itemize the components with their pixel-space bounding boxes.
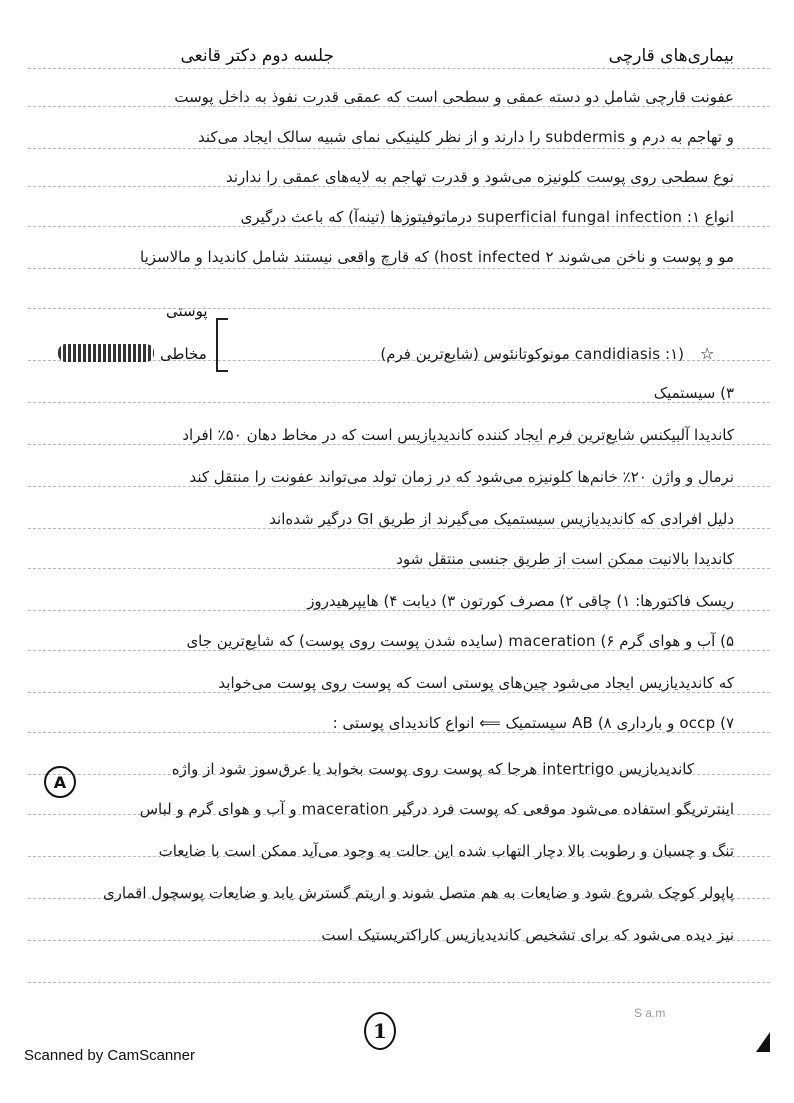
star-mark: ☆ (700, 344, 715, 363)
ruled-line (28, 186, 770, 187)
ruled-line (28, 486, 770, 487)
text-line-10: نرمال و واژن ۲۰٪ خانم‌ها کلونیزه می‌شود که در زمان تولد می‌تواند عفونت را منتقل کند (189, 468, 734, 486)
text-line-4: انواع ۱: superficial fungal infection درماتوفیتوزها (تینه‌آ) که باعث درگیری (240, 208, 734, 226)
ruled-line (28, 68, 770, 69)
text-line-19: تنگ و چسبان و رطوبت بالا دچار التهاب شده این حالت به وجود می‌آید ممکن است با ضایعات (158, 842, 734, 860)
page-number: 1 (364, 1012, 396, 1050)
text-line-18: اینترتریگو استفاده می‌شود موقعی که پوست فرد درگیر maceration و آب و هوای گرم و لباس (139, 800, 734, 818)
ruled-line (28, 444, 770, 445)
text-line-12: کاندیدا بالانیت ممکن است از طریق جنسی منتقل شود (396, 550, 734, 568)
ruled-line (28, 106, 770, 107)
text-line-11: دلیل افرادی که کاندیدیازیس سیستمیک می‌گیرند از طریق GI درگیر شده‌اند (269, 510, 734, 528)
ruled-line (28, 568, 770, 569)
ruled-line (28, 148, 770, 149)
ruled-line (28, 402, 770, 403)
corner-mark (756, 1032, 770, 1052)
text-line-1: عفونت قارچی شامل دو دسته عمقی و سطحی است که عمقی قدرت نفوذ به داخل پوست (174, 88, 734, 106)
text-line-17: کاندیدیازیس intertrigo هرجا که پوست روی پوست بخوابد یا عرق‌سوز شود از واژه (171, 760, 694, 778)
lecture-heading: جلسه دوم دکتر قانعی (180, 46, 334, 66)
scanner-watermark: Scanned by CamScanner (24, 1047, 195, 1064)
faint-stamp: S a.m (634, 1006, 666, 1020)
ruled-line (28, 982, 770, 983)
circled-a-mark: A (44, 766, 76, 798)
text-line-9: کاندیدا آلبیکنس شایع‌ترین فرم ایجاد کننده کاندیدیازیس است که در مخاط دهان ۵۰٪ افراد (182, 426, 734, 444)
text-line-13: ریسک فاکتورها: ۱) چاقی ۲) مصرف کورتون ۳) دیابت ۴) هایپرهیدروز (307, 592, 734, 610)
text-line-14: ۵) آب و هوای گرم ۶) maceration (سایده شدن پوست روی پوست) که شایع‌ترین جای (186, 632, 734, 650)
candidiasis-line: (۱: candidiasis مونوکوتانئوس (شایع‌ترین فرم) (380, 345, 684, 363)
text-line-2: و تهاجم به درم و subdermis را دارند و از نظر کلینیکی نمای شبیه سالک ایجاد می‌کند (198, 128, 734, 146)
ruled-line (28, 226, 770, 227)
ruled-line (28, 268, 770, 269)
ruled-line (28, 610, 770, 611)
bracket-top-label: پوستی (166, 302, 208, 320)
bracket-mark (216, 318, 228, 372)
ruled-line (28, 732, 770, 733)
bracket-bottom-label: مخاطی (160, 345, 207, 363)
ruled-line (28, 650, 770, 651)
ruled-line (28, 692, 770, 693)
text-line-15: که کاندیدیازیس ایجاد می‌شود چین‌های پوستی است که پوست روی پوست می‌خوابد (218, 674, 734, 692)
text-line-8: ۳) سیستمیک (653, 384, 734, 402)
text-line-21: نیز دیده می‌شود که برای تشخیص کاندیدیازیس کاراکتریستیک است (321, 926, 734, 944)
text-line-3: نوع سطحی روی پوست کلونیزه می‌شود و قدرت تهاجم به لایه‌های عمقی را ندارند (225, 168, 734, 186)
ruled-line (28, 308, 770, 309)
scribbled-out-text (58, 344, 154, 362)
text-line-20: پاپولر کوچک شروع شود و ضایعات به هم متصل شوند و اریتم گسترش یابد و ضایعات پوسچول اقماری (102, 884, 734, 902)
ruled-line (28, 528, 770, 529)
topic-heading: بیماری‌های قارچی (608, 46, 734, 66)
text-line-5: مو و پوست و ناخن می‌شوند host infected ۲) که قارچ واقعی نیستند شامل کاندیدا و مالاسزیا (140, 248, 734, 266)
text-line-16: ۷) occp و بارداری ۸) AB سیستمیک ⟸ انواع کاندیدای پوستی : (332, 714, 734, 732)
